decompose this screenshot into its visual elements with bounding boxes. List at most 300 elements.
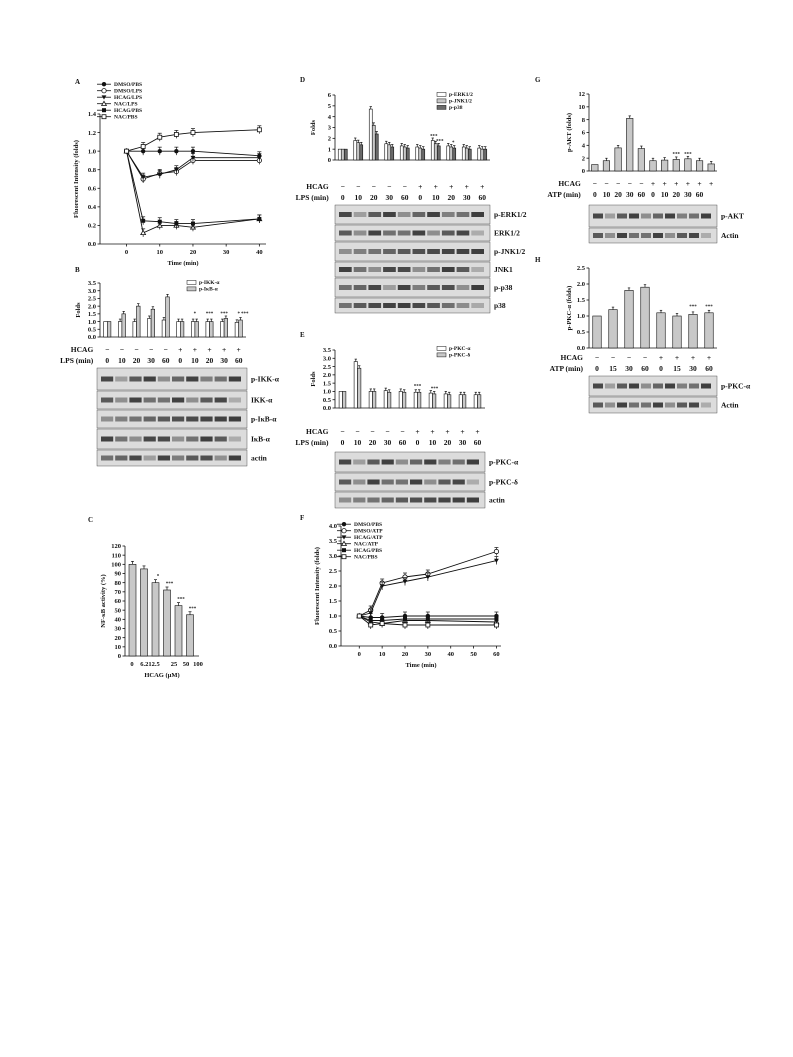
F-legend-marker — [342, 522, 346, 526]
E-y-tick-label: 3.5 — [322, 347, 331, 355]
B-blot-band — [215, 417, 227, 422]
A-data-point — [257, 217, 261, 221]
G-blot-band — [689, 214, 699, 219]
B-time-cell: 30 — [220, 356, 228, 365]
H-significance-marker: *** — [689, 305, 697, 310]
F-data-point — [403, 623, 407, 627]
D-significance-marker: *** — [436, 139, 444, 145]
B-legend-swatch — [187, 280, 196, 284]
G-y-tick-label: 2 — [581, 155, 585, 163]
D-blot-band — [354, 249, 367, 254]
C-bar — [141, 569, 148, 656]
B-blot-label: p-IκB-α — [251, 414, 277, 424]
G-blot-band — [629, 214, 639, 219]
B-blot-band — [158, 456, 170, 461]
B-bar — [195, 322, 199, 337]
D-blot-band — [339, 249, 352, 254]
panel-label-A: A — [75, 78, 81, 86]
E-blot-band — [367, 498, 379, 503]
A-legend-marker — [102, 108, 106, 112]
B-blot-band — [172, 417, 184, 422]
D-blot-band — [442, 267, 455, 272]
C-y-tick-label: 80 — [114, 579, 121, 587]
A-data-point — [141, 219, 145, 223]
E-blot-band — [382, 480, 394, 485]
D-bar — [357, 143, 360, 160]
E-time-cell: 20 — [443, 438, 452, 447]
B-time-cell: 60 — [161, 356, 170, 365]
F-y-tick-label: 1.0 — [328, 613, 337, 621]
D-blot-band — [339, 303, 352, 308]
B-blot-band — [186, 437, 198, 442]
G-blot-band — [653, 233, 663, 238]
G-bar — [592, 165, 599, 171]
H-blot-band — [617, 384, 627, 389]
B-blot-label: actin — [251, 453, 267, 463]
B-blot-band — [186, 377, 198, 382]
A-y-tick-label: 0.4 — [87, 204, 96, 212]
B-blot-band — [129, 417, 141, 422]
B-time-row-label: LPS (min) — [60, 356, 94, 365]
F-x-tick-label: 40 — [447, 651, 454, 658]
H-time-row-label: ATP (min) — [549, 364, 583, 373]
B-time-cell: 0 — [105, 356, 110, 365]
B-blot-band — [101, 398, 113, 403]
B-blot-band — [115, 437, 127, 442]
E-legend-swatch — [437, 353, 446, 357]
D-blot-band — [368, 303, 381, 308]
D-bar — [478, 148, 481, 160]
E-hcag-cell: − — [355, 427, 360, 436]
B-hcag-cell: + — [221, 345, 227, 354]
H-y-tick-label: 0.5 — [576, 329, 585, 337]
F-data-point — [357, 614, 361, 618]
F-y-tick-label: 2.0 — [328, 583, 337, 591]
E-bar — [388, 392, 391, 408]
G-blot-band — [665, 233, 675, 238]
panel-label-H: H — [535, 256, 541, 264]
F-legend-label: NAC/ATP — [354, 541, 379, 548]
D-blot-band — [398, 212, 411, 217]
D-bar — [385, 144, 388, 160]
B-blot-band — [115, 417, 127, 422]
A-data-point — [125, 149, 129, 153]
B-hcag-cell: − — [148, 345, 154, 354]
B-blot-band — [129, 456, 141, 461]
E-hcag-cell: + — [430, 427, 435, 436]
B-bar — [239, 320, 243, 337]
E-y-tick-label: 2.0 — [322, 372, 331, 380]
A-x-tick-label: 30 — [222, 249, 230, 256]
D-blot-band — [383, 267, 396, 272]
B-y-tick-label: 3.0 — [87, 287, 96, 295]
F-y-tick-label: 0.0 — [328, 643, 337, 651]
D-hcag-cell: − — [371, 182, 376, 191]
B-y-tick-label: 0.5 — [87, 326, 96, 334]
G-y-tick-label: 12 — [578, 91, 585, 99]
G-blot-band — [617, 214, 627, 219]
G-blot-band — [593, 233, 603, 238]
B-legend-label: p-IκB-α — [199, 286, 218, 293]
E-y-tick-label: 1.0 — [322, 388, 331, 396]
E-hcag-cell: + — [445, 427, 450, 436]
F-legend-label: HCAG/ATP — [354, 535, 383, 541]
A-data-point — [174, 149, 178, 153]
B-blot-band — [158, 377, 170, 382]
D-time-cell: 20 — [447, 193, 455, 202]
B-blot-band — [229, 377, 241, 382]
E-bar — [448, 395, 451, 408]
A-y-tick-label: 0.6 — [87, 185, 96, 193]
E-bar — [403, 392, 406, 408]
H-y-axis-label: p-PKC-α (folds) — [566, 285, 573, 331]
B-bar — [221, 322, 225, 337]
B-bar — [162, 320, 166, 337]
C-significance-marker: *** — [177, 597, 185, 603]
E-significance-marker: *** — [413, 384, 422, 390]
E-blot-band — [353, 498, 365, 503]
E-hcag-cell: − — [340, 427, 345, 436]
G-blot-band — [629, 233, 639, 238]
D-blot-band — [471, 249, 484, 254]
A-data-point — [158, 149, 162, 153]
B-blot-band — [172, 456, 184, 461]
D-hcag-cell: + — [464, 182, 469, 191]
D-blot-band — [427, 212, 440, 217]
E-time-cell: 20 — [368, 438, 377, 447]
G-hcag-cell: − — [604, 179, 609, 188]
B-blot-band — [144, 377, 156, 382]
H-blot-band — [689, 384, 699, 389]
B-blot-label: p-IKK-α — [251, 374, 279, 384]
D-blot-band — [398, 249, 411, 254]
D-blot-band — [354, 303, 367, 308]
B-time-cell: 30 — [147, 356, 155, 365]
E-bar — [343, 391, 346, 408]
C-y-tick-label: 20 — [114, 634, 121, 642]
D-y-tick-label: 5 — [327, 103, 331, 111]
B-bar — [206, 322, 210, 337]
H-blot-band — [641, 403, 651, 408]
D-blot-band — [398, 285, 411, 290]
B-blot-band — [144, 417, 156, 422]
H-significance-marker: *** — [705, 305, 713, 310]
B-hcag-cell: − — [119, 345, 125, 354]
H-time-cell: 60 — [641, 364, 649, 373]
G-blot-band — [701, 214, 711, 219]
D-blot-band — [457, 212, 470, 217]
B-blot-band — [215, 398, 227, 403]
E-blot-band — [339, 498, 351, 503]
D-bar — [372, 125, 375, 160]
H-blot-band — [653, 403, 663, 408]
D-y-tick-label: 2 — [327, 135, 331, 143]
A-y-tick-label: 1.4 — [87, 111, 96, 119]
B-y-tick-label: 0.0 — [87, 334, 96, 342]
H-hcag-cell: − — [626, 353, 632, 362]
D-blot-band — [457, 267, 470, 272]
D-bar — [462, 147, 465, 160]
G-blot-band — [641, 233, 651, 238]
D-bar — [416, 147, 419, 160]
D-blot-band — [413, 249, 426, 254]
H-bar — [641, 287, 650, 348]
B-blot-band — [172, 377, 184, 382]
B-bar — [137, 306, 141, 337]
F-legend-marker — [342, 555, 346, 559]
G-y-axis-label: p-AKT (folds) — [566, 112, 573, 153]
E-bar — [433, 394, 436, 408]
D-blot-band — [442, 285, 455, 290]
D-hcag-cell: + — [433, 182, 438, 191]
E-blot-band — [424, 480, 436, 485]
G-y-tick-label: 6 — [581, 129, 585, 137]
D-blot-band — [442, 212, 455, 217]
B-hcag-cell: − — [134, 345, 139, 354]
A-legend-marker — [102, 89, 106, 93]
H-blot-band — [665, 403, 675, 408]
A-y-tick-label: 1.2 — [87, 129, 96, 137]
E-blot-band — [410, 460, 422, 465]
E-bar — [463, 395, 466, 408]
D-time-cell: 0 — [340, 193, 345, 202]
D-y-tick-label: 3 — [327, 124, 331, 132]
A-x-tick-label: 0 — [124, 249, 129, 256]
E-bar — [354, 362, 357, 408]
H-hcag-cell: + — [674, 353, 680, 362]
E-blot-label: actin — [489, 495, 505, 505]
G-blot-band — [653, 214, 663, 219]
E-y-tick-label: 1.5 — [322, 380, 331, 388]
B-blot-band — [229, 398, 241, 403]
B-time-cell: 0 — [178, 356, 183, 365]
B-bar — [180, 322, 184, 337]
B-hcag-cell: − — [105, 345, 110, 354]
D-time-cell: 30 — [385, 193, 393, 202]
B-blot-band — [115, 377, 127, 382]
E-hcag-cell: + — [475, 427, 480, 436]
F-y-tick-label: 1.5 — [328, 598, 337, 606]
F-x-tick-label: 0 — [357, 651, 361, 658]
E-bar — [444, 394, 447, 408]
F-legend-label: DMSO/PBS — [354, 522, 383, 528]
B-significance-marker: *** — [205, 311, 214, 317]
E-hcag-cell: − — [400, 427, 405, 436]
H-bar — [609, 310, 618, 348]
H-bar — [593, 316, 602, 348]
C-y-tick-label: 10 — [114, 644, 121, 652]
panel-label-B: B — [75, 266, 80, 274]
H-blot-band — [629, 384, 639, 389]
B-blot-band — [215, 377, 227, 382]
C-y-tick-label: 30 — [114, 625, 121, 633]
A-data-point — [191, 149, 195, 153]
B-blot-band — [144, 437, 156, 442]
G-hcag-cell: + — [674, 179, 679, 188]
B-blot-band — [144, 456, 156, 461]
G-hcag-cell: + — [697, 179, 702, 188]
E-legend-swatch — [437, 346, 446, 350]
G-bar — [603, 161, 610, 171]
B-blot-band — [200, 398, 212, 403]
E-blot-band — [467, 460, 479, 465]
H-bar — [657, 313, 666, 348]
B-time-cell: 10 — [191, 356, 199, 365]
B-blot-band — [200, 377, 212, 382]
panel-label-C: C — [88, 516, 94, 524]
D-significance-marker: * — [452, 140, 455, 146]
A-data-point — [174, 132, 178, 136]
D-bar — [354, 141, 357, 161]
D-y-tick-label: 0 — [327, 157, 331, 165]
E-blot-band — [424, 498, 436, 503]
B-blot-label: IκB-α — [251, 434, 270, 444]
C-y-axis-label: NF-κB activity (%) — [100, 574, 107, 628]
E-y-tick-label: 2.5 — [322, 363, 331, 371]
D-blot-band — [383, 249, 396, 254]
B-blot-band — [186, 456, 198, 461]
G-blot-band — [605, 233, 615, 238]
D-hcag-cell: − — [340, 182, 345, 191]
D-blot-band — [457, 285, 470, 290]
E-bar — [459, 395, 462, 408]
B-blot-band — [101, 377, 113, 382]
E-blot-band — [467, 480, 479, 485]
D-blot-band — [354, 212, 367, 217]
F-y-tick-label: 4.0 — [328, 523, 337, 531]
E-bar — [339, 391, 342, 408]
D-legend-swatch — [437, 105, 446, 109]
B-y-tick-label: 1.0 — [87, 318, 96, 326]
D-bar — [468, 149, 471, 160]
E-blot-band — [353, 460, 365, 465]
E-hcag-cell: + — [415, 427, 420, 436]
E-blot-band — [367, 480, 379, 485]
H-blot-band — [593, 384, 603, 389]
G-bar — [650, 161, 657, 171]
D-hcag-cell: − — [387, 182, 392, 191]
B-blot-band — [101, 417, 113, 422]
E-blot-band — [438, 498, 450, 503]
A-legend-label: HCAG/LPS — [114, 95, 143, 101]
D-blot-band — [457, 231, 470, 236]
B-blot-band — [158, 437, 170, 442]
B-bar — [177, 322, 181, 337]
A-y-tick-label: 0.0 — [87, 241, 96, 249]
C-x-axis-label: HCAG (μM) — [144, 672, 180, 679]
F-data-point — [426, 617, 430, 621]
D-blot-band — [339, 212, 352, 217]
panel-label-G: G — [535, 76, 541, 84]
F-data-point — [426, 623, 430, 627]
E-time-cell: 0 — [415, 438, 420, 447]
E-blot-band — [453, 498, 465, 503]
G-hcag-cell: − — [615, 179, 621, 188]
G-hcag-cell: − — [592, 179, 597, 188]
A-y-tick-label: 1.0 — [87, 148, 96, 156]
D-blot-band — [427, 285, 440, 290]
G-y-tick-label: 4 — [581, 142, 585, 150]
D-blot-band — [354, 231, 367, 236]
D-hcag-cell: + — [418, 182, 423, 191]
F-legend-label: HCAG/PBS — [354, 548, 383, 554]
G-time-cell: 10 — [660, 190, 669, 199]
C-bar — [152, 583, 159, 656]
H-hcag-cell: − — [610, 353, 616, 362]
A-data-point — [174, 222, 178, 226]
B-blot-band — [115, 456, 127, 461]
D-blot-band — [339, 267, 352, 272]
E-time-row-label: LPS (min) — [295, 438, 329, 447]
B-bar — [148, 318, 152, 337]
B-y-axis-label: Folds — [75, 302, 82, 318]
C-y-tick-label: 110 — [111, 552, 121, 560]
B-bar — [107, 322, 111, 337]
G-blot-band — [605, 214, 615, 219]
H-bar — [625, 290, 634, 348]
E-time-cell: 30 — [383, 438, 392, 447]
D-blot-label: p-ERK1/2 — [494, 210, 527, 219]
D-blot-label: p38 — [494, 301, 506, 310]
G-blot-band — [701, 233, 711, 238]
B-hcag-cell: + — [192, 345, 198, 354]
H-bar — [673, 316, 682, 348]
B-y-tick-label: 3.5 — [87, 280, 96, 288]
G-y-tick-label: 0 — [581, 168, 585, 176]
D-bar — [388, 145, 391, 160]
G-time-cell: 20 — [614, 190, 622, 199]
G-blot-band — [677, 214, 687, 219]
E-blot-band — [367, 460, 379, 465]
C-bar — [187, 615, 194, 656]
E-blot-band — [382, 460, 394, 465]
C-bar — [175, 606, 182, 656]
G-time-cell: 30 — [625, 190, 634, 199]
D-bar — [450, 147, 453, 160]
G-bar — [638, 149, 645, 171]
B-bar — [151, 309, 155, 337]
H-time-cell: 15 — [609, 364, 617, 373]
B-time-cell: 10 — [118, 356, 126, 365]
E-time-cell: 30 — [458, 438, 467, 447]
F-x-tick-label: 60 — [493, 651, 500, 658]
E-blot-label: p-PKC-α — [489, 457, 519, 467]
D-time-cell: 20 — [370, 193, 378, 202]
E-bar — [478, 395, 481, 408]
C-x-tick-label: 25 — [170, 661, 178, 668]
B-y-tick-label: 2.5 — [87, 295, 96, 303]
B-bar — [191, 322, 195, 337]
G-bar — [661, 160, 668, 171]
C-y-tick-label: 50 — [114, 607, 121, 615]
H-time-cell: 30 — [689, 364, 697, 373]
D-bar — [375, 134, 378, 160]
D-bar — [447, 146, 450, 160]
C-y-tick-label: 0 — [117, 653, 121, 661]
A-x-axis-label: Time (min) — [167, 260, 199, 267]
B-bar — [210, 322, 214, 337]
A-legend-marker — [102, 115, 106, 119]
E-bar — [358, 368, 361, 408]
E-bar — [414, 392, 417, 408]
G-bar — [696, 161, 703, 171]
G-hcag-cell: + — [709, 179, 714, 188]
G-time-cell: 60 — [637, 190, 646, 199]
D-blot-label: JNK1 — [494, 265, 513, 274]
H-hcag-cell: − — [642, 353, 648, 362]
D-bar — [437, 146, 440, 160]
C-y-tick-label: 120 — [111, 543, 121, 551]
